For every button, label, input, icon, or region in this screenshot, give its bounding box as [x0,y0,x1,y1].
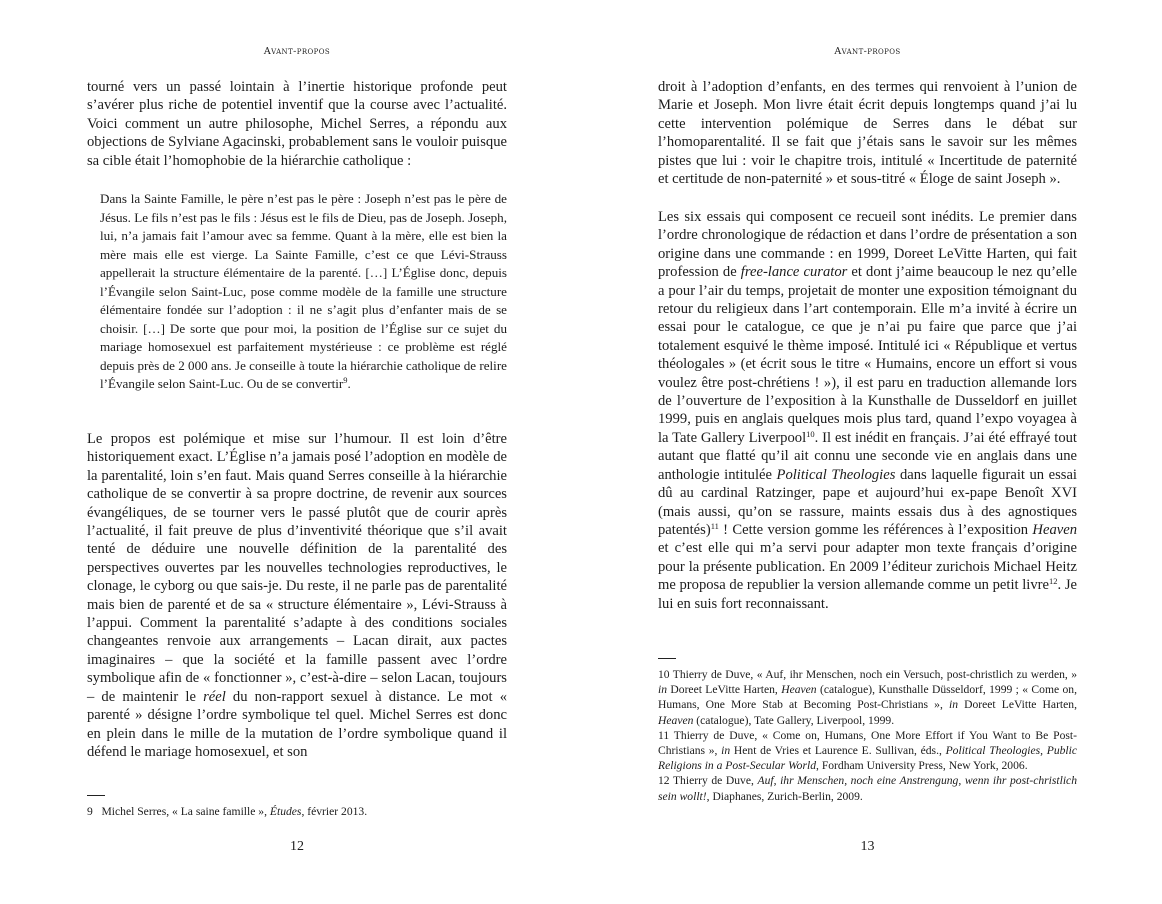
text-run: du non-rapport sexuel à distance. Le mot « parenté » désigne l’ordre symbolique tel quel. Michel Serres est donc en plein dans le mille de la mutation de l’ordre symbolique quand il défend le mariage homosexuel, et son [87,688,508,760]
text-run: 11 Thierry de Duve, « Come on, Humans, One More Effort if You Want to Be Post-Christians », [658,728,1077,758]
paragraph-text: tourné vers un passé lointain à l’inertie historique profonde peut s’avérer plus riche de potentiel inventif que la course avec l’actualité. Voici comment un autre philosophe, Michel Serres, a répondu aux objections de Sylviane Agacinski, probablement sans le vouloir puisque sa cible était l’homophobie de la hiérarchie catholique : [87,79,507,169]
text-run: , Fordham University Press, New York, 2006. [816,759,1028,773]
footnote-ref-11[interactable]: 11 [710,520,719,531]
text-run: ! Cette version gomme les références à l’exposition [718,521,1033,538]
text-run: et c’est elle qui m’a servi pour adapter mon texte français d’origine pour la présente publication. En 2009 l’éditeur zurichois Michael Heitz me proposa de republier la version allemande comme un petit livre [658,540,1077,594]
italic-title: Heaven [1032,521,1077,538]
italic-title: Political Theologies, Public Religions in a Post-Secular World [658,744,1077,773]
text-run: Michel Serres, « La saine famille », [101,805,270,818]
text-run: 10 Thierry de Duve, « Auf, ihr Menschen, noch ein Versuch, post-christlich zu werden, » [658,668,1077,681]
footnotes [87,804,507,819]
italic-title: Heaven [658,713,694,727]
text-run: 12 Thierry de Duve, [658,774,758,788]
block-quote [100,190,507,394]
text-run: Doreet LeVitte Harten, [958,698,1077,712]
text-run: et dont j’aime beaucoup le nez qu’elle a pour l’air du temps, projetait de monter une exposition témoignant du retour du religieux dans l’art contemporain. Elle m’a invité à écrire un essai pour le catalogue, ce que je n’ai pu faire que parce que j’ai totalement esquivé le thème imposé. Intitulé ici « République et vertus théologales » (et écrit sous le titre « Humains, encore un effort si vous voulez être post-chrétiens ! »), il est paru en traduction allemande lors de l’ouverture de l’exposition à la Kunsthalle de Dusseldorf en juillet 1999, puis en anglais quelques mois plus tard, quand l’expo voyagea à la Tate Gallery Liverpool [658,264,1078,446]
body-paragraph-2 [658,208,1077,613]
text-run: Les six essais qui composent ce recueil sont inédits. Le premier dans l’ordre chronologique de rédaction et dans l’ordre de présentation a son origine dans une commande : en 1999, Doreet LeVitte Harten, qui fait profession de [658,209,1077,281]
text-run: , février 2013. [301,805,368,818]
body-paragraph-1 [87,78,507,170]
running-head: Avant-propos [834,46,901,57]
footnote-12 [658,773,1077,803]
footnote-rule [658,658,676,659]
text-run: (catalogue), Kunsthalle Düsseldorf, 1999 ; « Come on, Humans, One More Stab at Becoming Post-Christians », [658,683,1077,712]
quote-end: . [347,376,351,391]
italic-title: Auf, ihr Menschen, noch eine Anstrengung, wenn ihr post-christlich sein wollt! [658,774,1077,803]
italic-term: in [948,698,958,712]
page-number: 13 [860,839,875,854]
page-number: 12 [290,839,304,854]
footnote-rule [87,795,105,796]
paragraph-text [658,208,1077,613]
paragraph-text [87,430,507,761]
body-paragraph-2 [87,430,507,761]
quote-text: Dans la Sainte Famille, le père n’est pas le père : Joseph n’est pas le père de Jésus. Le fils n’est pas le fils : Jésus est le fils de Dieu, pas de Joseph. Joseph, lui, n’a jamais fait l’amour avec sa femme. Quant à la mère, elle est bien la mère mais elle est vierge. La Sainte Famille, c’est ce que Lévi-Strauss appellerait la structure élémentaire de la parenté. […] L’Église donc, depuis l’Évangile selon Saint-Luc, pose comme modèle de la famille une structure élémentaire fondée sur l’adoption : il ne s’agit plus d’enfanter mais de se choisir. […] De sorte que pour moi, la position de l’Église sur ce sujet du mariage homosexuel est parfaitement mystérieuse : ce problème est réglé depuis près de 2 000 ans. Je conseille à toute la hiérarchie catholique de relire l’Évangile selon Saint-Luc. Ou de se convertir [100,191,507,391]
footnote-9 [87,804,507,819]
text-run: , Diaphanes, Zurich-Berlin, 2009. [706,789,863,803]
right-page [658,0,1077,904]
italic-term: in [658,683,668,697]
footnote-11 [658,728,1077,774]
italic-term: free-lance curator [740,264,848,281]
italic-title: Heaven [781,683,817,697]
footnote-ref-9[interactable]: 9 [343,375,348,385]
footnote-10 [658,667,1077,728]
text-run: Le propos est polémique et mise sur l’humour. Il est loin d’être historiquement exact. L’Église n’a jamais posé l’adoption en modèle de la parentalité, loin s’en faut. Mais quand Serres conseille à la hiérarchie catholique de se convertir à sa propre doctrine, de revenir aux sources évangéliques, de se tourner vers le passé plutôt que de courir après l’actualité, il fait preuve de plus d’inventivité théorique que s’il avait tenté de déduire une nouvelle définition de la parentalité des perspectives ouvertes par les nouvelles technologies reproductives, le clonage, le cyborg ou que sais-je. Du reste, il ne parle pas de parentalité mais bien de parenté et de sa « structure élémentaire », Lévi-Strauss à l’appui. Comment la parentalité s’adapte à des conditions sociales changeantes renvoie aux arrangements – Lacan dirait, aux pactes imaginaires – que la société et la famille passent avec l’ordre symbolique afin de « fonctionner », c’est-à-dire – selon Lacan, toujours – de maintenir le [87,431,507,705]
italic-term: réel [203,688,226,705]
italic-title: Political Theologies [776,466,896,483]
running-head: Avant-propos [263,46,331,57]
footnotes [658,667,1077,804]
text-run: Doreet LeVitte Harten, [667,683,782,697]
text-run: (catalogue), Tate Gallery, Liverpool, 1999. [693,713,895,727]
italic-term: in [721,744,731,758]
text-run: . Je lui en suis fort reconnaissant. [658,577,1077,612]
text-run: . Il est inédit en français. J’ai été effrayé tout autant que flatté qu’il ait connu une seconde vie en anglais dans une anthologie intitulée [658,429,1077,483]
footnote-ref-12[interactable]: 12 [1049,576,1058,587]
paragraph-text: droit à l’adoption d’enfants, en des termes qui renvoient à l’union de Marie et Joseph. Mon livre était écrit depuis longtemps quand j’ai lu cette intervention polémique de Serres dans le débat sur l’homoparentalité. Il se fait que j’étais sans le savoir sur les mêmes pistes que lui : voir le chapitre trois, intitulé « Incertitude de paternité et certitude de non-paternité » et sous-titré « Éloge de saint Joseph ». [658,79,1077,188]
text-run: dans laquelle figurait un essai dû au cardinal Ratzinger, pape et aujourd’hui ex-pape Benoît XVI (mais aussi, qu’on se rassure, maints essais dus à des agnostiques patentés) [658,466,1077,538]
block-quote-text [100,190,507,394]
text-run: Hent de Vries et Laurence E. Sullivan, éds., [730,744,946,758]
footnote-ref-10[interactable]: 10 [806,428,815,439]
footnote-number: 9 [87,805,93,818]
left-page [87,0,507,904]
journal-title: Études [269,805,302,818]
body-paragraph-1 [658,78,1077,188]
